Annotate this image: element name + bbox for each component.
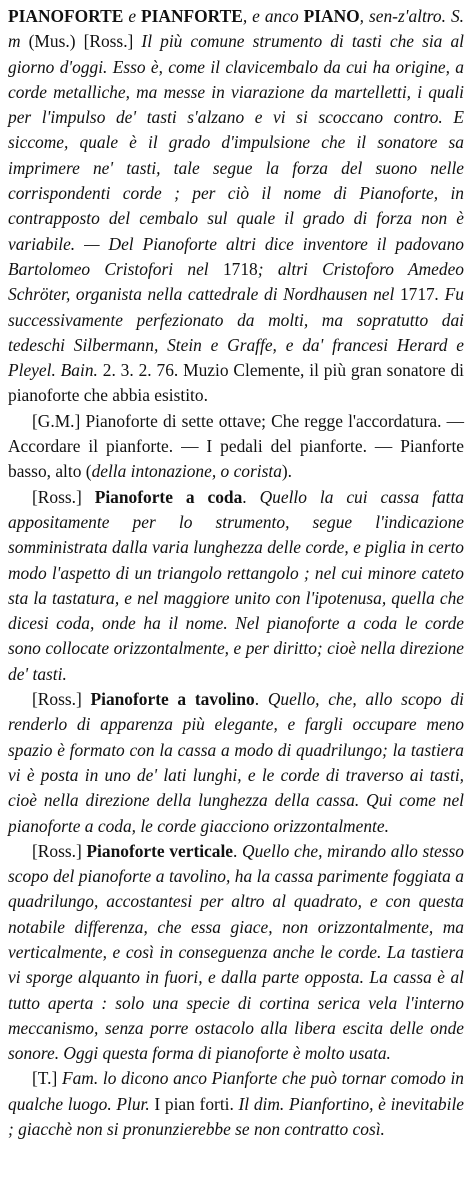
entry-paragraph-familiar bbox=[8, 1066, 464, 1142]
usage-italic: della intonazione, o corista bbox=[91, 461, 282, 482]
definition-text: Il dim. Pianfortino, è inevitabile ; giacchè non si pronunzierebbe se non contratto così. bbox=[8, 1093, 464, 1140]
entry-paragraph-usage bbox=[8, 409, 464, 485]
headword-variant: PIANFORTE bbox=[141, 6, 243, 26]
subentry-term: Pianoforte verticale bbox=[86, 840, 234, 861]
entry-paragraph-main bbox=[8, 4, 464, 409]
subentry-term: Pianoforte a tavolino bbox=[90, 689, 255, 710]
headword: PIANOFORTE bbox=[8, 6, 124, 26]
usage-end: ). bbox=[281, 461, 293, 482]
subentry-term: Pianoforte a coda bbox=[94, 486, 243, 507]
source-tag: (Mus.) [Ross.] bbox=[20, 31, 142, 52]
dictionary-page bbox=[8, 0, 464, 1142]
definition-text: Quello la cui cassa fatta appositamente per lo strumento, segue l'indicazione somministrata dalla varia lunghezza delle corde, e piglia in certo modo l'aspetto di un triangolo rettangolo ; nel cui minore cateto sta la tastatura, e nel maggiore unito con l'ipotenusa, quella che dicesi coda, onde ha il nome. Nel pianoforte a coda le corde sono collocate orizzontalmente, e per diritto; cioè nella direzione de' tasti. bbox=[8, 486, 464, 684]
year: 1717 bbox=[399, 284, 435, 305]
citation-text: 2. 3. 2. 76. Muzio Clemente, il più gran sonatore di pianoforte che abbia esistito. bbox=[8, 360, 465, 406]
connector: e bbox=[123, 6, 142, 26]
source-tag: [Ross.] bbox=[32, 689, 91, 710]
definition-text: Fam. lo dicono anco Pianforte che può tornar comodo in qualche luogo. Plur. bbox=[8, 1068, 464, 1114]
definition-text: Quello che, mirando allo stesso scopo del pianoforte a tavolino, ha la cassa parimente foggiata a quadrilungo, accostantesi per altro al quadrato, e con questa notabile differenza, che essa giace, non orizzontalmente, ma verticalmente, e così in conseguenza anche le corde. La tastiera vi sporge alquanto in fuori, e dalla parte opposta. La cassa è al tutto aperta : solo una specie di cortina serica vela l'interno meccanismo, senza porre ostacolo alla libera escita delle onde sonore. Oggi questa forma di pianoforte è molto usata. bbox=[8, 840, 464, 1064]
source-tag: [Ross.] bbox=[32, 486, 95, 507]
definition-text: . Fu successivamente perfezionato da molti, ma sopratutto dai tedeschi Silbermann, Stein e Graffe, e da' francesi Herard e Pleyel. Bain. bbox=[8, 284, 464, 381]
usage-text: [G.M.] Pianoforte di sette ottave; Che regge l'accordatura. — Accordare il pianforte. — I pedali del pianforte. — Pianforte basso, alto ( bbox=[8, 410, 464, 482]
definition-text: Quello, che, allo scopo di renderlo di apparenza più elegante, e fargli occupare meno spazio è formato con la cassa a modo di quadrilungo; la tastiera vi è posta in uno de' lati lunghi, e le corde di traverso ai tasti, cioè nella direzione della lunghezza della cassa. Qui come nel pianoforte a coda, le corde giacciono orizzontalmente. bbox=[8, 689, 464, 836]
grammar-note: , sen-z'altro. S. m bbox=[8, 6, 464, 52]
connector: , e anco bbox=[242, 6, 304, 26]
source-tag: [T.] bbox=[32, 1068, 62, 1089]
definition-text: Il più comune strumento di tasti che sia al giorno d'oggi. Esso è, come il clavicembalo da cui ha origine, a corde metalliche, ma messe in viarazione da martelletti, i quali per l'impulso de' tasti s'alzano e vi si scoccano contro. E siccome, quale è il grado d'impulsione che il sonatore sa imprimere ne' tasti, tale segue la forza del suono nelle corrispondenti corde ; per ciò il nome di Pianoforte, in contrapposto del cembalo sul quale il grado di forza non è variabile. — Del Pianoforte altri dice inventore il padovano Bartolomeo Cristofori nel bbox=[8, 31, 464, 279]
entry-paragraph-verticale bbox=[8, 839, 464, 1067]
separator: . bbox=[233, 840, 243, 861]
year: 1718 bbox=[222, 258, 258, 279]
headword-variant: PIANO bbox=[303, 6, 360, 26]
entry-paragraph-tavolino bbox=[8, 687, 464, 839]
separator: . bbox=[242, 486, 260, 507]
source-tag: [Ross.] bbox=[32, 840, 87, 861]
definition-text: ; altri Cristoforo Amedeo Schröter, organista nella cattedrale di Nordhausen nel bbox=[8, 258, 464, 305]
entry-paragraph-coda bbox=[8, 485, 464, 687]
separator: . bbox=[254, 689, 268, 710]
plural-form: I pian forti. bbox=[149, 1093, 239, 1114]
